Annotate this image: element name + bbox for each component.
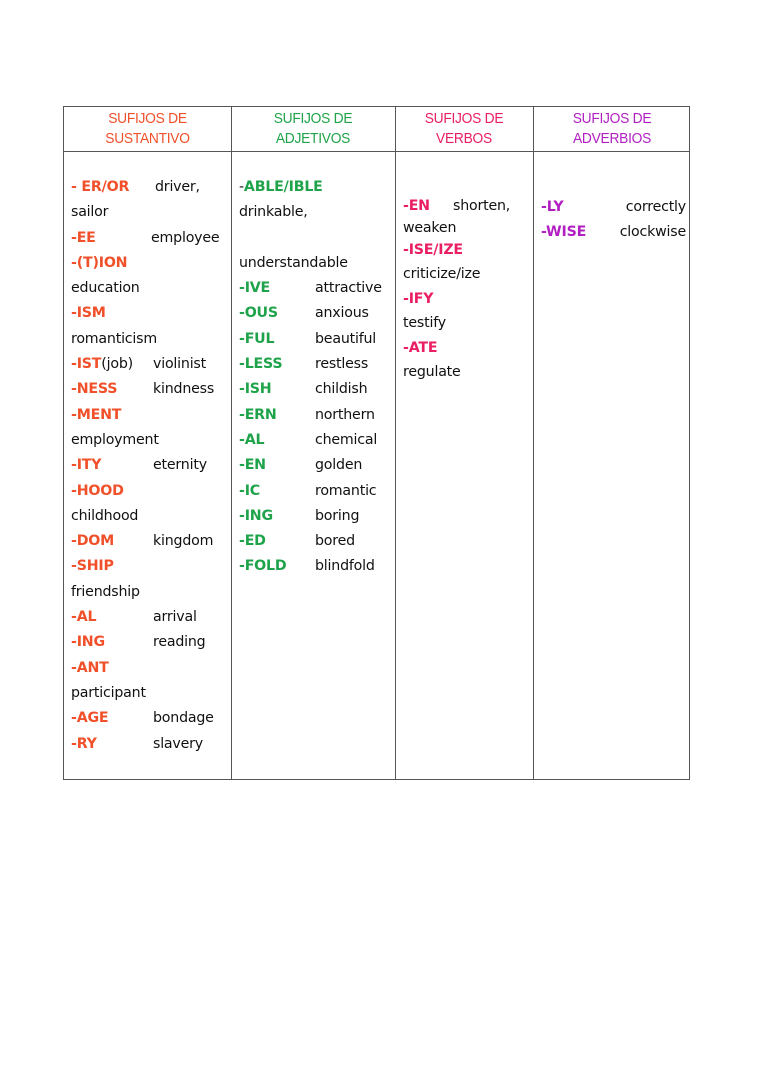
adjective-item bbox=[239, 504, 387, 529]
suffix-label: -ANT bbox=[71, 659, 109, 676]
suffix-label: -AGE bbox=[71, 710, 109, 727]
example-word: correctly bbox=[625, 199, 686, 215]
column-divider bbox=[395, 107, 396, 779]
example-word: attractive bbox=[315, 280, 382, 297]
suffix-label: -EN bbox=[403, 198, 430, 214]
verb-item bbox=[403, 195, 525, 217]
verb-item bbox=[403, 288, 525, 310]
example-word: chemical bbox=[315, 431, 378, 448]
example-word: kindness bbox=[153, 381, 215, 398]
suffix-label: ABLE/IBLE bbox=[243, 179, 323, 195]
adverbios-column bbox=[541, 195, 686, 246]
adverb-item bbox=[541, 220, 686, 245]
noun-item bbox=[71, 453, 223, 478]
example-word: friendship bbox=[71, 583, 140, 600]
example-word: golden bbox=[315, 457, 363, 474]
verbos-column bbox=[403, 195, 525, 386]
example-word: beautiful bbox=[315, 330, 377, 347]
noun-item bbox=[71, 706, 223, 731]
suffix-label: -LY bbox=[541, 199, 564, 215]
verb-item bbox=[403, 239, 525, 261]
suffix-label: -IST bbox=[71, 356, 102, 373]
adjetivos-column bbox=[239, 175, 387, 580]
noun-item bbox=[71, 656, 223, 681]
adjective-item bbox=[239, 403, 387, 428]
example-word: employee bbox=[151, 229, 220, 246]
noun-item bbox=[71, 301, 223, 326]
verb-item bbox=[403, 337, 525, 359]
header-adjetivos bbox=[238, 107, 389, 151]
example-word: boring bbox=[315, 507, 360, 524]
example-word: violinist bbox=[153, 356, 206, 373]
header-line: SUFIJOS DE bbox=[424, 110, 504, 127]
suffix-label: -ISE/IZE bbox=[403, 242, 463, 258]
noun-item bbox=[71, 403, 223, 428]
example-word: romanticism bbox=[71, 330, 157, 347]
noun-item bbox=[71, 251, 223, 276]
noun-item bbox=[71, 175, 223, 200]
suffix-label: -MENT bbox=[71, 406, 122, 423]
suffix-label: -FOLD bbox=[239, 558, 287, 575]
example-word: bondage bbox=[153, 710, 214, 727]
example-word: childhood bbox=[71, 507, 139, 524]
suffix-label: -RY bbox=[71, 735, 97, 752]
suffix-label: -EN bbox=[239, 457, 266, 474]
example-word: criticize/ize bbox=[403, 266, 481, 282]
suffix-label: -AL bbox=[71, 609, 97, 626]
header-line: VERBOS bbox=[436, 130, 492, 147]
adjective-item bbox=[239, 377, 387, 402]
suffix-table bbox=[63, 106, 690, 780]
adjective-item bbox=[239, 554, 387, 579]
noun-item bbox=[71, 529, 223, 554]
suffix-label: -ING bbox=[239, 507, 273, 524]
example-word: blindfold bbox=[315, 558, 375, 575]
example-word: reading bbox=[153, 634, 206, 651]
suffix-label: -(T)ION bbox=[71, 254, 128, 271]
header-verbos bbox=[401, 107, 528, 151]
noun-item bbox=[71, 377, 223, 402]
adverb-item bbox=[541, 195, 686, 220]
noun-item bbox=[71, 352, 223, 377]
example-word: testify bbox=[403, 315, 446, 331]
noun-item bbox=[71, 732, 223, 757]
column-divider bbox=[231, 107, 232, 779]
header-line: SUSTANTIVO bbox=[105, 130, 190, 147]
adjective-item bbox=[239, 327, 387, 352]
suffix-label: - bbox=[239, 179, 244, 195]
suffix-label: -ERN bbox=[239, 406, 277, 423]
example-word: slavery bbox=[153, 735, 203, 752]
suffix-label: -ATE bbox=[403, 340, 438, 356]
example-word: drinkable, bbox=[239, 204, 308, 221]
example-word: arrival bbox=[153, 609, 197, 626]
suffix-label: -ITY bbox=[71, 457, 102, 474]
suffix-label: - ER/OR bbox=[71, 179, 130, 195]
adjective-item bbox=[239, 479, 387, 504]
noun-item bbox=[71, 605, 223, 630]
suffix-label: -FUL bbox=[239, 330, 275, 347]
example-word: weaken bbox=[403, 220, 457, 236]
suffix-label: -SHIP bbox=[71, 558, 114, 575]
header-line: ADJETIVOS bbox=[275, 130, 351, 147]
suffix-label: -ING bbox=[71, 634, 105, 651]
example-word: bored bbox=[315, 533, 355, 550]
header-line: SUFIJOS DE bbox=[572, 110, 652, 127]
example-word: romantic bbox=[315, 482, 377, 499]
blank-line bbox=[239, 226, 387, 251]
example-word: shorten, bbox=[453, 198, 511, 214]
example-word: northern bbox=[315, 406, 375, 423]
suffix-label: -AL bbox=[239, 431, 265, 448]
suffix-label: -IFY bbox=[403, 291, 434, 307]
example-word: eternity bbox=[153, 457, 207, 474]
noun-item bbox=[71, 554, 223, 579]
example-word: employment bbox=[71, 431, 159, 448]
suffix-label: -ISH bbox=[239, 381, 272, 398]
suffix-label: -IC bbox=[239, 482, 260, 499]
suffix-label: -NESS bbox=[71, 381, 118, 398]
suffix-label: -WISE bbox=[541, 224, 587, 241]
noun-item bbox=[71, 630, 223, 655]
suffix-label: -ED bbox=[239, 533, 266, 550]
example-word: restless bbox=[315, 356, 369, 373]
adjective-item bbox=[239, 276, 387, 301]
suffix-note: (job) bbox=[101, 356, 133, 373]
noun-item bbox=[71, 479, 223, 504]
adjective-item bbox=[239, 301, 387, 326]
header-line: SUFIJOS DE bbox=[108, 110, 187, 127]
suffix-label: -OUS bbox=[239, 305, 278, 322]
adjective-item bbox=[239, 453, 387, 478]
suffix-label: -EE bbox=[71, 229, 96, 246]
suffix-label: -DOM bbox=[71, 533, 115, 550]
suffix-label: -IVE bbox=[239, 280, 271, 297]
adjective-item bbox=[239, 529, 387, 554]
example-word: participant bbox=[71, 684, 146, 701]
adjective-item bbox=[239, 175, 387, 200]
sustantivo-column bbox=[71, 175, 223, 757]
header-sustantivo bbox=[71, 107, 225, 151]
suffix-label: -HOOD bbox=[71, 482, 124, 499]
suffix-label: -LESS bbox=[239, 356, 283, 373]
example-word: education bbox=[71, 280, 140, 297]
example-word: regulate bbox=[403, 364, 461, 380]
example-word: driver, bbox=[155, 179, 200, 195]
adjective-item bbox=[239, 352, 387, 377]
suffix-label: -ISM bbox=[71, 305, 106, 322]
example-word: sailor bbox=[71, 204, 109, 221]
example-word: childish bbox=[315, 381, 368, 398]
example-word: clockwise bbox=[619, 224, 686, 241]
example-word: understandable bbox=[239, 254, 348, 271]
example-word: anxious bbox=[315, 305, 369, 322]
header-adverbios bbox=[539, 107, 684, 151]
column-divider bbox=[533, 107, 534, 779]
header-line: SUFIJOS DE bbox=[273, 110, 353, 127]
adjective-item bbox=[239, 428, 387, 453]
noun-item bbox=[71, 226, 223, 251]
header-line: ADVERBIOS bbox=[572, 130, 652, 147]
header-divider bbox=[64, 151, 689, 152]
example-word: kingdom bbox=[153, 533, 214, 550]
